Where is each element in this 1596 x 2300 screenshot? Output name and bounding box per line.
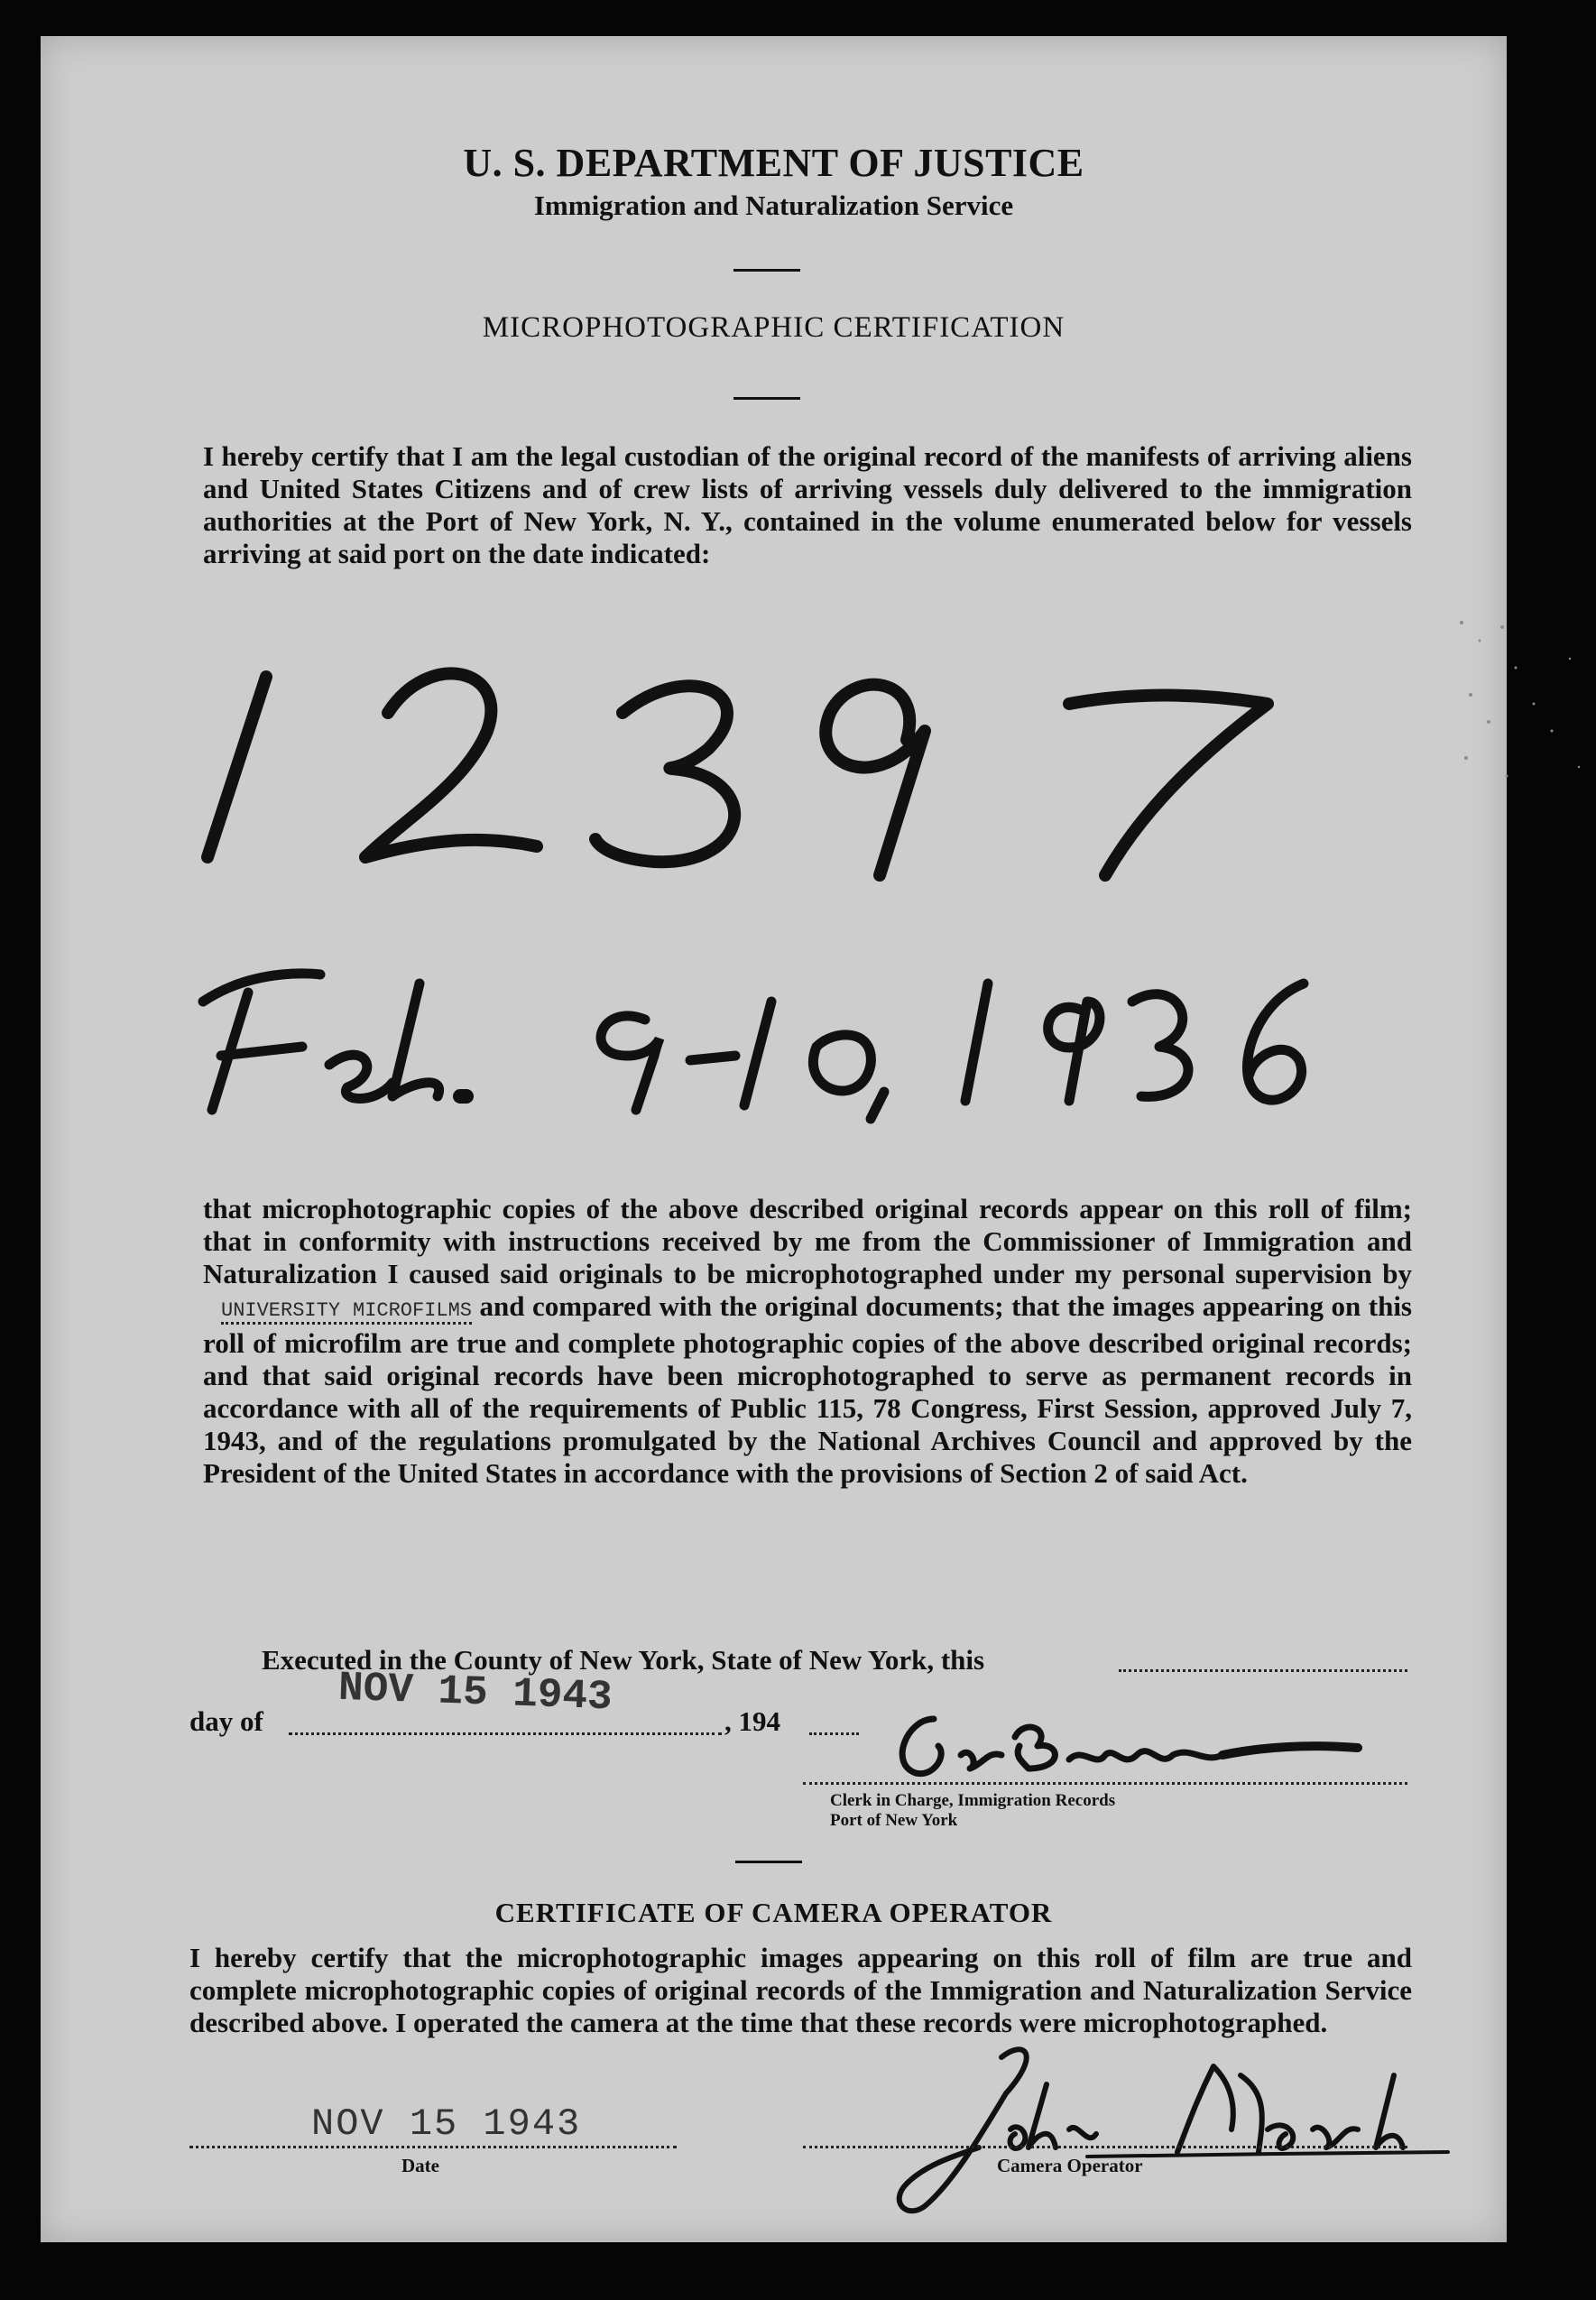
- operator-signature-line: [803, 2146, 1407, 2148]
- camera-date-stamp: NOV 15 1943: [311, 2102, 582, 2146]
- year-prefix: , 194: [724, 1705, 780, 1737]
- camera-certificate-text: I hereby certify that the microphotographic images appearing on this roll of film are true and complete microphotographic copies of original records of the Immigration and Naturalization Service described above. I operated the camera at the time that these records were microphotographed.: [189, 1942, 1412, 2038]
- supervisor-name: UNIVERSITY MICROFILMS: [221, 1299, 472, 1325]
- certification-intro: I hereby certify that I am the legal custodian of the original record of the manifests of arriving aliens and United States Citizens and of crew lists of arriving vessels duly delivered to the immigration authorities at the Port of New York, N. Y., contained in the volume enumerated below for vessels arriving at said port on the date indicated:: [203, 440, 1412, 569]
- divider-rule: [733, 397, 800, 400]
- signer-title: Clerk in Charge, Immigration Records: [830, 1791, 1116, 1810]
- day-of-label: day of: [189, 1705, 263, 1737]
- certification-body-continued: and compared with the original documents; that the images appearing on this roll of microfilm are true and complete photographic copies of the above described original records; and that said original records have been microphotographed to serve as permanent records in accordance with all of the requirements of Public 115, 78 Congress, First Session, approved July 7, 1943, and of the regulations promulgated by the National Archives Council and approved by the President of the United States in accordance with the provisions of Section 2 of said Act.: [203, 1290, 1412, 1489]
- camera-date-label: Date: [401, 2155, 439, 2176]
- date-stamp: NOV 15 1943: [337, 1664, 613, 1722]
- certification-body-text: that microphotographic copies of the above described original records appear on this roll of film; that in conformity with instructions received by me from the Commissioner of Immigration and Naturalization I caused said originals to be microphotographed under my personal supervision by: [203, 1193, 1412, 1289]
- signer-location: Port of New York: [830, 1811, 958, 1830]
- volume-number-drawing: [131, 614, 1394, 884]
- handwritten-date-range: [149, 902, 1430, 1128]
- handwritten-volume-number: [131, 614, 1394, 884]
- operator-signature-drawing: [853, 2021, 1484, 2238]
- executed-day-field: [1119, 1669, 1407, 1672]
- camera-date-line: [189, 2146, 677, 2148]
- divider-rule: [733, 269, 800, 272]
- day-of-field: [289, 1732, 722, 1735]
- certification-body: [203, 1193, 1412, 1490]
- camera-certificate-title: CERTIFICATE OF CAMERA OPERATOR: [494, 1897, 1053, 1928]
- operator-signature: [853, 2021, 1484, 2238]
- divider-rule: [735, 1861, 802, 1863]
- date-range-drawing: [149, 902, 1430, 1128]
- operator-label: Camera Operator: [997, 2155, 1143, 2176]
- film-scratch-marks: [1453, 587, 1596, 857]
- executed-line: Executed in the County of New York, State of New York, this: [262, 1644, 985, 1676]
- service-subheading: Immigration and Naturalization Service: [533, 189, 1014, 221]
- clerk-signature: [835, 1683, 1430, 1809]
- certificate-page: [41, 36, 1507, 2242]
- clerk-signature-drawing: [835, 1683, 1430, 1809]
- clerk-signature-line: [803, 1782, 1407, 1785]
- department-heading: U. S. DEPARTMENT OF JUSTICE: [463, 141, 1084, 185]
- certification-title: MICROPHOTOGRAPHIC CERTIFICATION: [482, 311, 1066, 344]
